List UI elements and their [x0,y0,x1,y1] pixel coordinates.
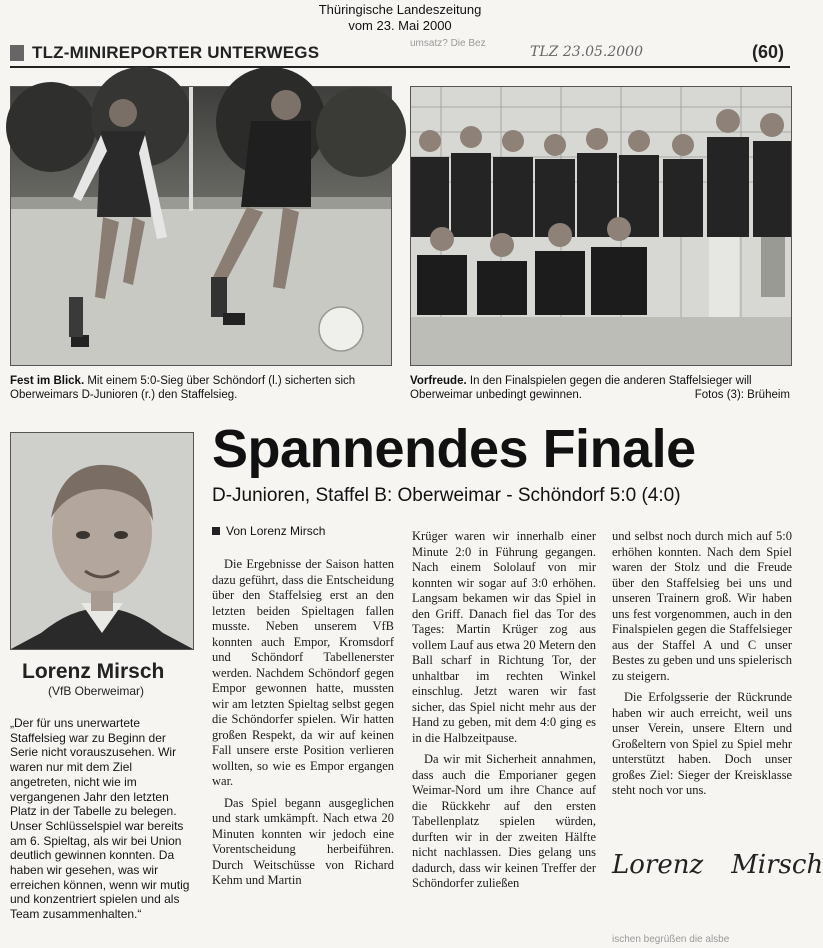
col1-paragraph: Die Ergebnisse der Saison hatten dazu geführt, dass die Entscheidung über den Staffelsieg erst an den letzten beiden Spieltagen fallen musste. Neben unserem VfB konnten auch Empor, Kromsdorf und Schöndorf Tabellenerster werden. Nachdem Schöndorf gegen Empor gewonnen hatte, mussten wir am letzten Spieltag selbst gegen die Schöndorfer spielen. Wir hatten großen Respekt, da wir auf keinen Fall unsere erste Position verlieren wollten, so wie es Empor ergangen war. [212,557,394,788]
col3-paragraph: und selbst noch durch mich auf 5:0 erhöhen konnten. Nach dem Spiel waren der Stolz und die Freude über den Staffelsieg bei uns und unseren Trainern groß. Wir haben uns fest vorgenommen, auch in den Finalspielen gegen die Staffelsieger aus der Staffel A und C unser Bestes zu geben und uns spielerisch zu steigern. [612,529,792,683]
page-number: (60) [752,42,785,62]
match-photo-caption [10,374,390,402]
team-caption-lead: Vorfreude. [410,375,467,387]
section-title: TLZ-MINIREPORTER UNTERWEGS [32,43,320,62]
col2-paragraph: Krüger waren wir innerhalb einer Minute 2:0 in Führung gegangen. Nach einem Sololauf von mir konnten wir sogar auf 3:0 erhöhen. Langsam bekamen wir das Spiel in den Griff. Danach fiel das Tor des Tages: Martin Krüger zog aus vollem Lauf aus etwa 20 Metern den Ball scharf in Richtung Tor, der unhaltbar im rechten Winkel einschlug. Jetzt waren wir fast sicher, das Spiel nicht mehr aus der Hand zu geben, mit dem 4:0 ging es in die Halbzeitpause. [412,529,596,745]
handwritten-date: TLZ 23.05.2000 [530,44,643,60]
author-portrait-illustration [11,433,193,649]
match-caption-text: Mit einem 5:0-Sieg über Schöndorf (l.) sicherten sich Oberweimars D-Junioren (r.) den Staffelsieg. [10,375,356,401]
bleed-through-bottom: ischen begrüßen die alsbe [612,934,730,945]
col3-paragraph: Die Erfolgsserie der Rückrunde haben wir auch erreicht, weil uns unser Verein, unsere Eltern und Großeltern von Spiel zu Spiel mehr unterstützt haben. Doch unser großes Ziel: Sieger der Kreisklasse steht noch vor uns. [612,690,792,797]
header-marker [10,45,24,61]
article-column-2 [412,529,596,892]
byline-author: Von Lorenz Mirsch [226,524,326,538]
header-rule [10,66,790,68]
source-newspaper: Thüringische Landeszeitung [318,2,482,17]
match-caption-lead: Fest im Blick. [10,375,85,387]
author-signature [612,850,823,880]
team-photo-illustration [411,87,791,365]
photo-credit: Fotos (3): Brüheim [694,389,790,401]
source-note [0,2,800,34]
article-column-3 [612,529,792,799]
article-column-1 [212,557,394,889]
match-photo-illustration [11,87,391,365]
article-headline: Spannendes Finale [212,419,696,479]
author-quote: „Der für uns unerwartete Staffelsieg war zu Beginn der Serie nicht vorauszusehen. Wir waren nur mit dem Ziel angetreten, nicht wie im vergangenen Jahr den letzten Platz in der Tabelle zu belegen. Unser Schlüsselspiel war bereits am 6. Spieltag, als wir bei Union deutlich gewinnen konnten. Da haben wir gesehen, was wir erreichen können, wenn wir mutig und konzentriert spielen und als Team zusammenhalten.“ [10,716,190,922]
team-photo-caption [410,374,790,402]
col2-paragraph: Da wir mit Sicherheit annahmen, dass auch die Emporianer gegen Weimar-Nord um ihre Chance auf die Rückkehr auf den ersten Tabellenplatz spielen würden, durften wir in der zweiten Hälfte nicht nachlassen. Dies gelang uns dadurch, dass wir keinen Treffer der Schöndorfer zuließen [412,752,596,890]
col1-paragraph: Das Spiel begann ausgeglichen und stark umkämpft. Nach etwa 20 Minuten konnten wir jedoch eine Vorentscheidung herbeiführen. Durch Weitschüsse von Richard Kehm und Martin [212,795,394,887]
byline-marker [212,527,220,535]
bleed-through-top: umsatz? Die Bez [410,38,486,49]
source-date: vom 23. Mai 2000 [348,18,452,33]
team-photo [410,86,792,366]
signature-first: Lorenz [612,850,704,880]
author-name: Lorenz Mirsch [22,660,165,683]
match-photo [10,86,392,366]
article-subhead: D-Junioren, Staffel B: Oberweimar - Schöndorf 5:0 (4:0) [212,485,681,506]
author-club: (VfB Oberweimar) [48,684,145,698]
byline [212,524,325,538]
author-portrait [10,432,194,650]
signature-last: Mirsch [731,850,823,880]
team-caption-text: In den Finalspielen gegen die anderen Staffelsieger will Oberweimar unbedingt gewinnen. [410,375,752,401]
